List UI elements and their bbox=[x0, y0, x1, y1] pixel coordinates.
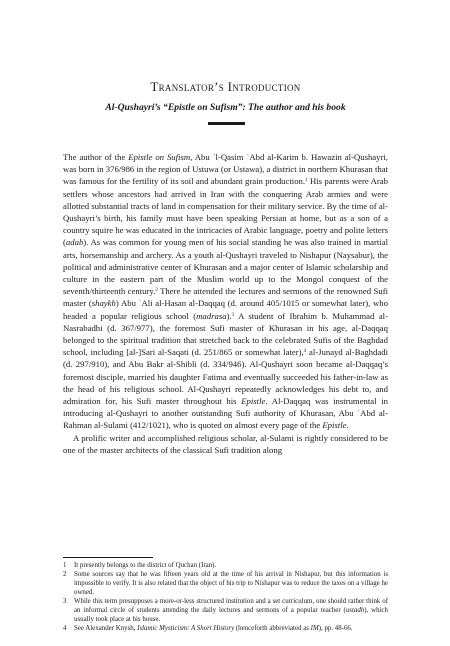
title-rule bbox=[208, 122, 245, 125]
italic-run: Epistle on Sufism bbox=[128, 152, 191, 162]
text-run: ). As was common for young men of his social standing he was also trained in martial arts, horsemanship and archery. As a youth al-Qushayri traveled to Nishapur (Naysabur), the political and administrative center of Khurasan and a major center of Islamic scholarship and culture in the eastern part of the Muslim world up to the Mongol conquest of the seventh/thirteenth century. bbox=[63, 237, 388, 297]
footnote-ref: 1 bbox=[305, 178, 308, 184]
footnotes bbox=[63, 562, 388, 634]
italic-run: madrasa bbox=[196, 310, 227, 321]
text-run: al-Junayd al-Baghdadi (d. 297/910), and Abu Bakr al-Shibli (d. 334/946). Al-Qushayri soon became al-Daqqaq’s foremost disciple, married his daughter Fatima and eventually succeeded his father-in-law as the head of his religious school. Al-Qushayri repeatedly acknowledges his debt to, and admiration for, his Sufi master throughout his bbox=[63, 347, 388, 407]
text-run: , Abu ʾl-Qasim ʿAbd al-Karim b. Hawazin al-Qushayri, was born in 376/986 in the region of Ustuwa (or Ustawa), a district in northern Khurasan that was famous for the fertility of its soil and abundant grain production. bbox=[63, 152, 388, 187]
text-run: While this term presupposes a more-or-less structured institution and a set curriculum, one should rather think of an informal circle of students attending the daily lectures and sermons of a popular teacher ( bbox=[74, 598, 388, 614]
text-run: ), which usually took place at his house. bbox=[74, 606, 388, 623]
text-run: See Alexander Knysh, bbox=[74, 625, 138, 633]
italic-run: ustadh bbox=[345, 606, 365, 614]
text-run: ). bbox=[226, 310, 232, 321]
text-run: There he attended the lectures and sermons of the renowned Sufi master ( bbox=[63, 286, 389, 309]
italic-run: shaykh bbox=[91, 298, 116, 309]
italic-run: Islamic Mysticism: A Short History bbox=[137, 625, 235, 633]
footnote-3 bbox=[63, 598, 388, 624]
footnote-1 bbox=[63, 562, 388, 571]
paragraph-2 bbox=[63, 432, 388, 456]
footnote-ref: 4 bbox=[303, 349, 307, 355]
text-run: The author of the bbox=[63, 152, 129, 162]
section-subtitle: Al-Qushayri’s “Epistle on Sufism”: The author and his book bbox=[105, 102, 346, 113]
section-title: Translator’s Introduction bbox=[150, 79, 301, 94]
text-run: His parents were Arab settlers whose ancestors had arrived in Iran with the conquering Arab armies and were allotted substantial tracts of land in compensation for their military service. By the time of al-Qushayri’s birth, his family must have been speaking Persian at home, but as a son of a country squire he was educated in the intricacies of Arabic language, poetry and polite letters ( bbox=[63, 176, 389, 248]
footnote-separator bbox=[63, 557, 153, 558]
body-text bbox=[63, 151, 388, 456]
text-run: Some sources say that he was fifteen years old at the time of his arrival in Nishapur, but this information is impossible to verify. It is also related that the object of his trip to Nishapur was to reduce the taxes on a village he owned. bbox=[74, 571, 388, 596]
text-run: . Al-Daqqaq was instrumental in introducing al-Qushayri to another outstanding Sufi authority of Khurasan, Abu ʿAbd al-Rahman al-Sulami (412/1021), who is quoted on almost every page of the bbox=[63, 396, 388, 431]
text-run: ), pp. 48-66. bbox=[318, 625, 353, 633]
text-run: ) Abu ʿAli al-Hasan al-Daqqaq (d. around 405/1015 or somewhat later), who headed a popular religious school ( bbox=[63, 298, 388, 321]
footnote-number: 2 bbox=[63, 571, 67, 579]
italic-run: Epistle bbox=[241, 396, 266, 407]
text-run: . bbox=[346, 420, 349, 431]
text-run: A prolific writer and accomplished religious scholar, al-Sulami is rightly considered to be one of the master architects of the classical Sufi tradition along bbox=[63, 432, 388, 455]
text-run: A student of Ibrahim b. Muhammad al-Nasrabadhi (d. 367/977), the foremost Sufi master of Khurasan in his age, al-Daqqaq belonged to the spiritual tradition that stretched back to the celebrated Sufis of the Baghdad school, including [al-]Sari al-Saqati (d. 251/865 or somewhat later), bbox=[63, 310, 388, 358]
italic-run: IM bbox=[310, 625, 319, 633]
footnote-4 bbox=[63, 625, 388, 634]
footnote-number: 3 bbox=[63, 598, 67, 606]
text-run: (henceforth abbreviated as bbox=[234, 625, 311, 633]
text-run: It presently belongs to the district of Quchan (Iran). bbox=[74, 562, 217, 569]
footnote-2 bbox=[63, 571, 388, 597]
italic-run: Epistle bbox=[322, 420, 347, 431]
footnote-ref: 3 bbox=[231, 312, 235, 318]
italic-run: adab bbox=[65, 237, 84, 248]
footnote-ref: 2 bbox=[155, 288, 158, 294]
footnote-number: 4 bbox=[63, 625, 67, 633]
footnote-number: 1 bbox=[63, 562, 67, 569]
paragraph-1 bbox=[63, 151, 388, 432]
